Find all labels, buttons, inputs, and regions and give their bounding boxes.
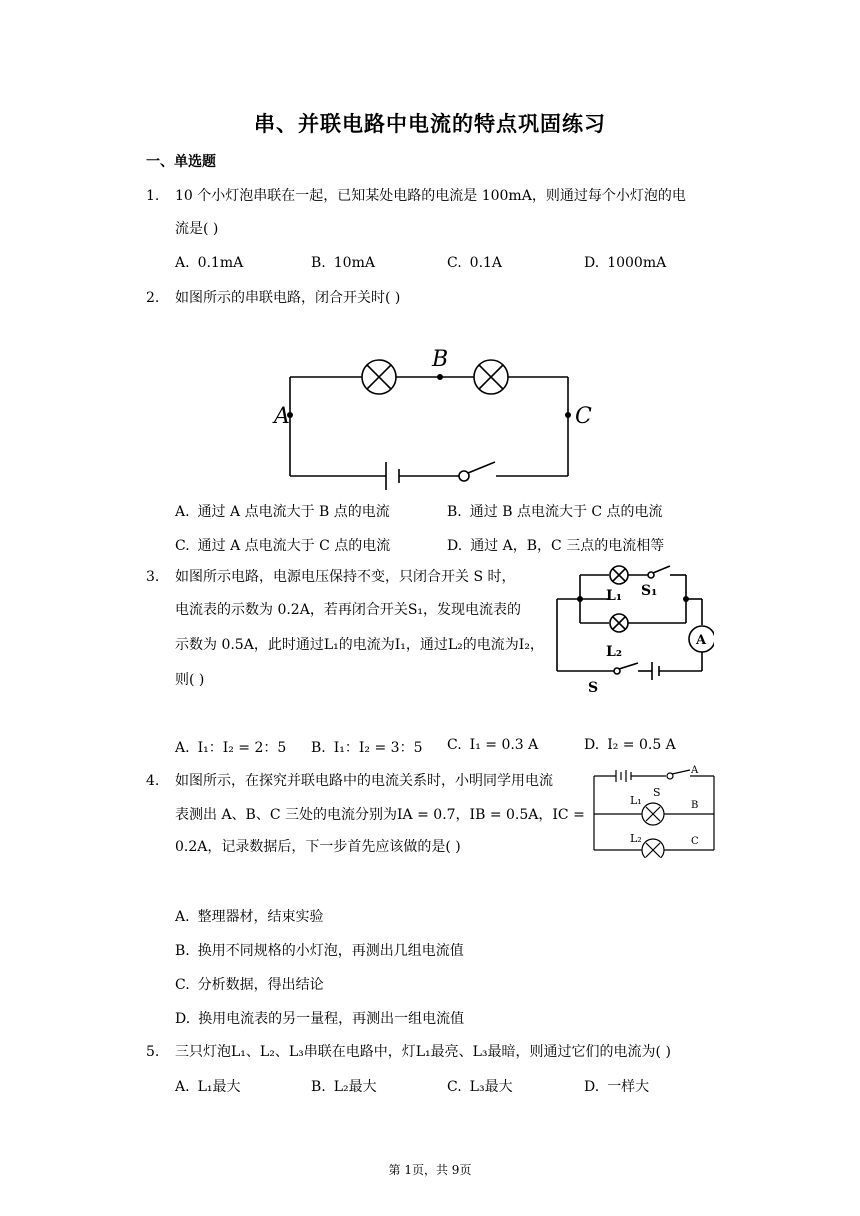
option-label: C. <box>175 977 190 993</box>
question-4-option-b[interactable] <box>175 940 464 960</box>
question-2-option-b[interactable] <box>447 501 663 521</box>
lamp-l2-label: L₂ <box>606 644 622 660</box>
option-text: L₂最大 <box>333 1079 377 1095</box>
switch-s-label: S <box>588 680 599 696</box>
question-5-option-a[interactable] <box>175 1076 240 1096</box>
question-1-line-2: 流是( ) <box>175 221 219 237</box>
question-3-option-b[interactable] <box>311 737 422 757</box>
option-label: C. <box>447 1079 462 1095</box>
lamp-l1-label: L₁ <box>630 794 642 807</box>
option-text: 换用电流表的另一量程，再测出一组电流值 <box>198 1011 465 1027</box>
question-5-option-d[interactable] <box>584 1076 649 1096</box>
question-3-line-1: 如图所示电路，电源电压保持不变，只闭合开关 S 时， <box>175 569 516 585</box>
question-4-option-d[interactable] <box>175 1008 464 1028</box>
question-2-line-1: 如图所示的串联电路，闭合开关时( ) <box>175 290 401 306</box>
switch-s-label: S <box>653 786 661 799</box>
question-3-number: 3. <box>146 569 160 585</box>
option-text: 1000mA <box>607 255 667 271</box>
option-label: C. <box>447 737 462 753</box>
question-3-line-3: 示数为 0.5A，此时通过L₁的电流为I₁，通过L₂的电流为I₂， <box>175 637 544 653</box>
option-label: B. <box>311 255 326 271</box>
option-label: C. <box>175 538 190 554</box>
option-label: D. <box>584 1079 600 1095</box>
option-label: C. <box>447 255 462 271</box>
option-label: B. <box>175 943 190 959</box>
option-text: 0.1mA <box>197 255 244 271</box>
option-text: I₂ = 0.5 A <box>607 737 676 753</box>
question-3-option-a[interactable] <box>175 737 286 757</box>
page-title: 串、并联电路中电流的特点巩固练习 <box>254 112 606 136</box>
question-5-line-1: 三只灯泡L₁、L₂、L₃串联在电路中，灯L₁最亮、L₃最暗，则通过它们的电流为( ) <box>175 1044 671 1060</box>
option-label: B. <box>447 504 462 520</box>
ammeter-label: A <box>696 633 707 648</box>
question-2-number: 2. <box>146 290 160 306</box>
question-1-option-a[interactable] <box>175 255 243 271</box>
option-text: 10mA <box>333 255 375 271</box>
parallel-circuit-diagram-q3 <box>552 562 714 700</box>
option-text: 分析数据，得出结论 <box>197 977 324 993</box>
option-label: A. <box>175 740 190 756</box>
question-1-option-d[interactable] <box>584 255 666 271</box>
option-text: 通过 A 点电流大于 C 点的电流 <box>197 538 391 554</box>
option-label: D. <box>584 737 600 753</box>
option-text: 通过 B 点电流大于 C 点的电流 <box>469 504 663 520</box>
question-4-option-a[interactable] <box>175 906 324 926</box>
option-text: 整理器材，结束实验 <box>197 909 324 925</box>
question-1-option-b[interactable] <box>311 255 375 271</box>
question-5-number: 5. <box>146 1044 160 1060</box>
question-5-option-b[interactable] <box>311 1076 377 1096</box>
option-label: B. <box>311 740 326 756</box>
question-3-line-2: 电流表的示数为 0.2A，若再闭合开关S₁，发现电流表的 <box>175 602 522 618</box>
option-text: 通过 A，B，C 三点的电流相等 <box>470 538 665 554</box>
option-text: I₁：I₂ = 3：5 <box>333 740 423 756</box>
page-footer: 第 1页，共 9页 <box>388 1163 472 1177</box>
option-label: B. <box>311 1079 326 1095</box>
option-label: A. <box>175 255 190 271</box>
question-4-line-1: 如图所示，在探究并联电路中的电流关系时，小明同学用电流 <box>175 773 553 789</box>
option-text: L₃最大 <box>469 1079 513 1095</box>
parallel-circuit-diagram-q4 <box>590 762 720 858</box>
lamp-l1-label: L₁ <box>606 588 622 604</box>
option-label: D. <box>175 1011 191 1027</box>
question-2-option-d[interactable] <box>447 535 664 555</box>
option-label: A. <box>175 504 190 520</box>
option-label: A. <box>175 909 190 925</box>
question-3-line-4: 则( ) <box>175 672 205 688</box>
question-1-line-1: 10 个小灯泡串联在一起，已知某处电路的电流是 100mA，则通过每个小灯泡的电 <box>175 188 686 204</box>
section-heading: 一、单选题 <box>146 154 216 170</box>
point-b-label: B <box>691 800 699 811</box>
question-1-option-c[interactable] <box>447 255 502 271</box>
question-1-number: 1. <box>146 188 160 204</box>
point-b-label: B <box>432 347 449 372</box>
option-text: 一样大 <box>607 1079 650 1095</box>
option-label: D. <box>584 255 600 271</box>
question-2-option-c[interactable] <box>175 535 390 555</box>
point-a-label: A <box>691 765 699 776</box>
lamp-l2-label: L₂ <box>630 832 642 845</box>
question-4-line-3: 0.2A，记录数据后，下一步首先应该做的是( ) <box>175 839 461 855</box>
question-5-option-c[interactable] <box>447 1076 513 1096</box>
question-3-option-c[interactable] <box>447 737 538 753</box>
option-text: L₁最大 <box>197 1079 241 1095</box>
question-2-option-a[interactable] <box>175 501 390 521</box>
option-text: I₁ = 0.3 A <box>469 737 539 753</box>
option-label: A. <box>175 1079 190 1095</box>
question-3-option-d[interactable] <box>584 737 676 753</box>
question-4-option-c[interactable] <box>175 974 324 994</box>
point-a-label: A <box>274 404 290 429</box>
question-4-number: 4. <box>146 773 160 789</box>
point-c-label: C <box>691 836 699 847</box>
switch-s1-label: S₁ <box>641 583 658 599</box>
question-4-line-2: 表测出 A、B、C 三处的电流分别为IA = 0.7，IB = 0.5A，IC = <box>175 807 585 823</box>
option-text: 换用不同规格的小灯泡，再测出几组电流值 <box>197 943 464 959</box>
option-text: 通过 A 点电流大于 B 点的电流 <box>197 504 390 520</box>
option-label: D. <box>447 538 463 554</box>
series-circuit-diagram <box>262 340 602 490</box>
option-text: 0.1A <box>469 255 503 271</box>
point-c-label: C <box>575 404 592 429</box>
option-text: I₁：I₂ = 2：5 <box>197 740 287 756</box>
